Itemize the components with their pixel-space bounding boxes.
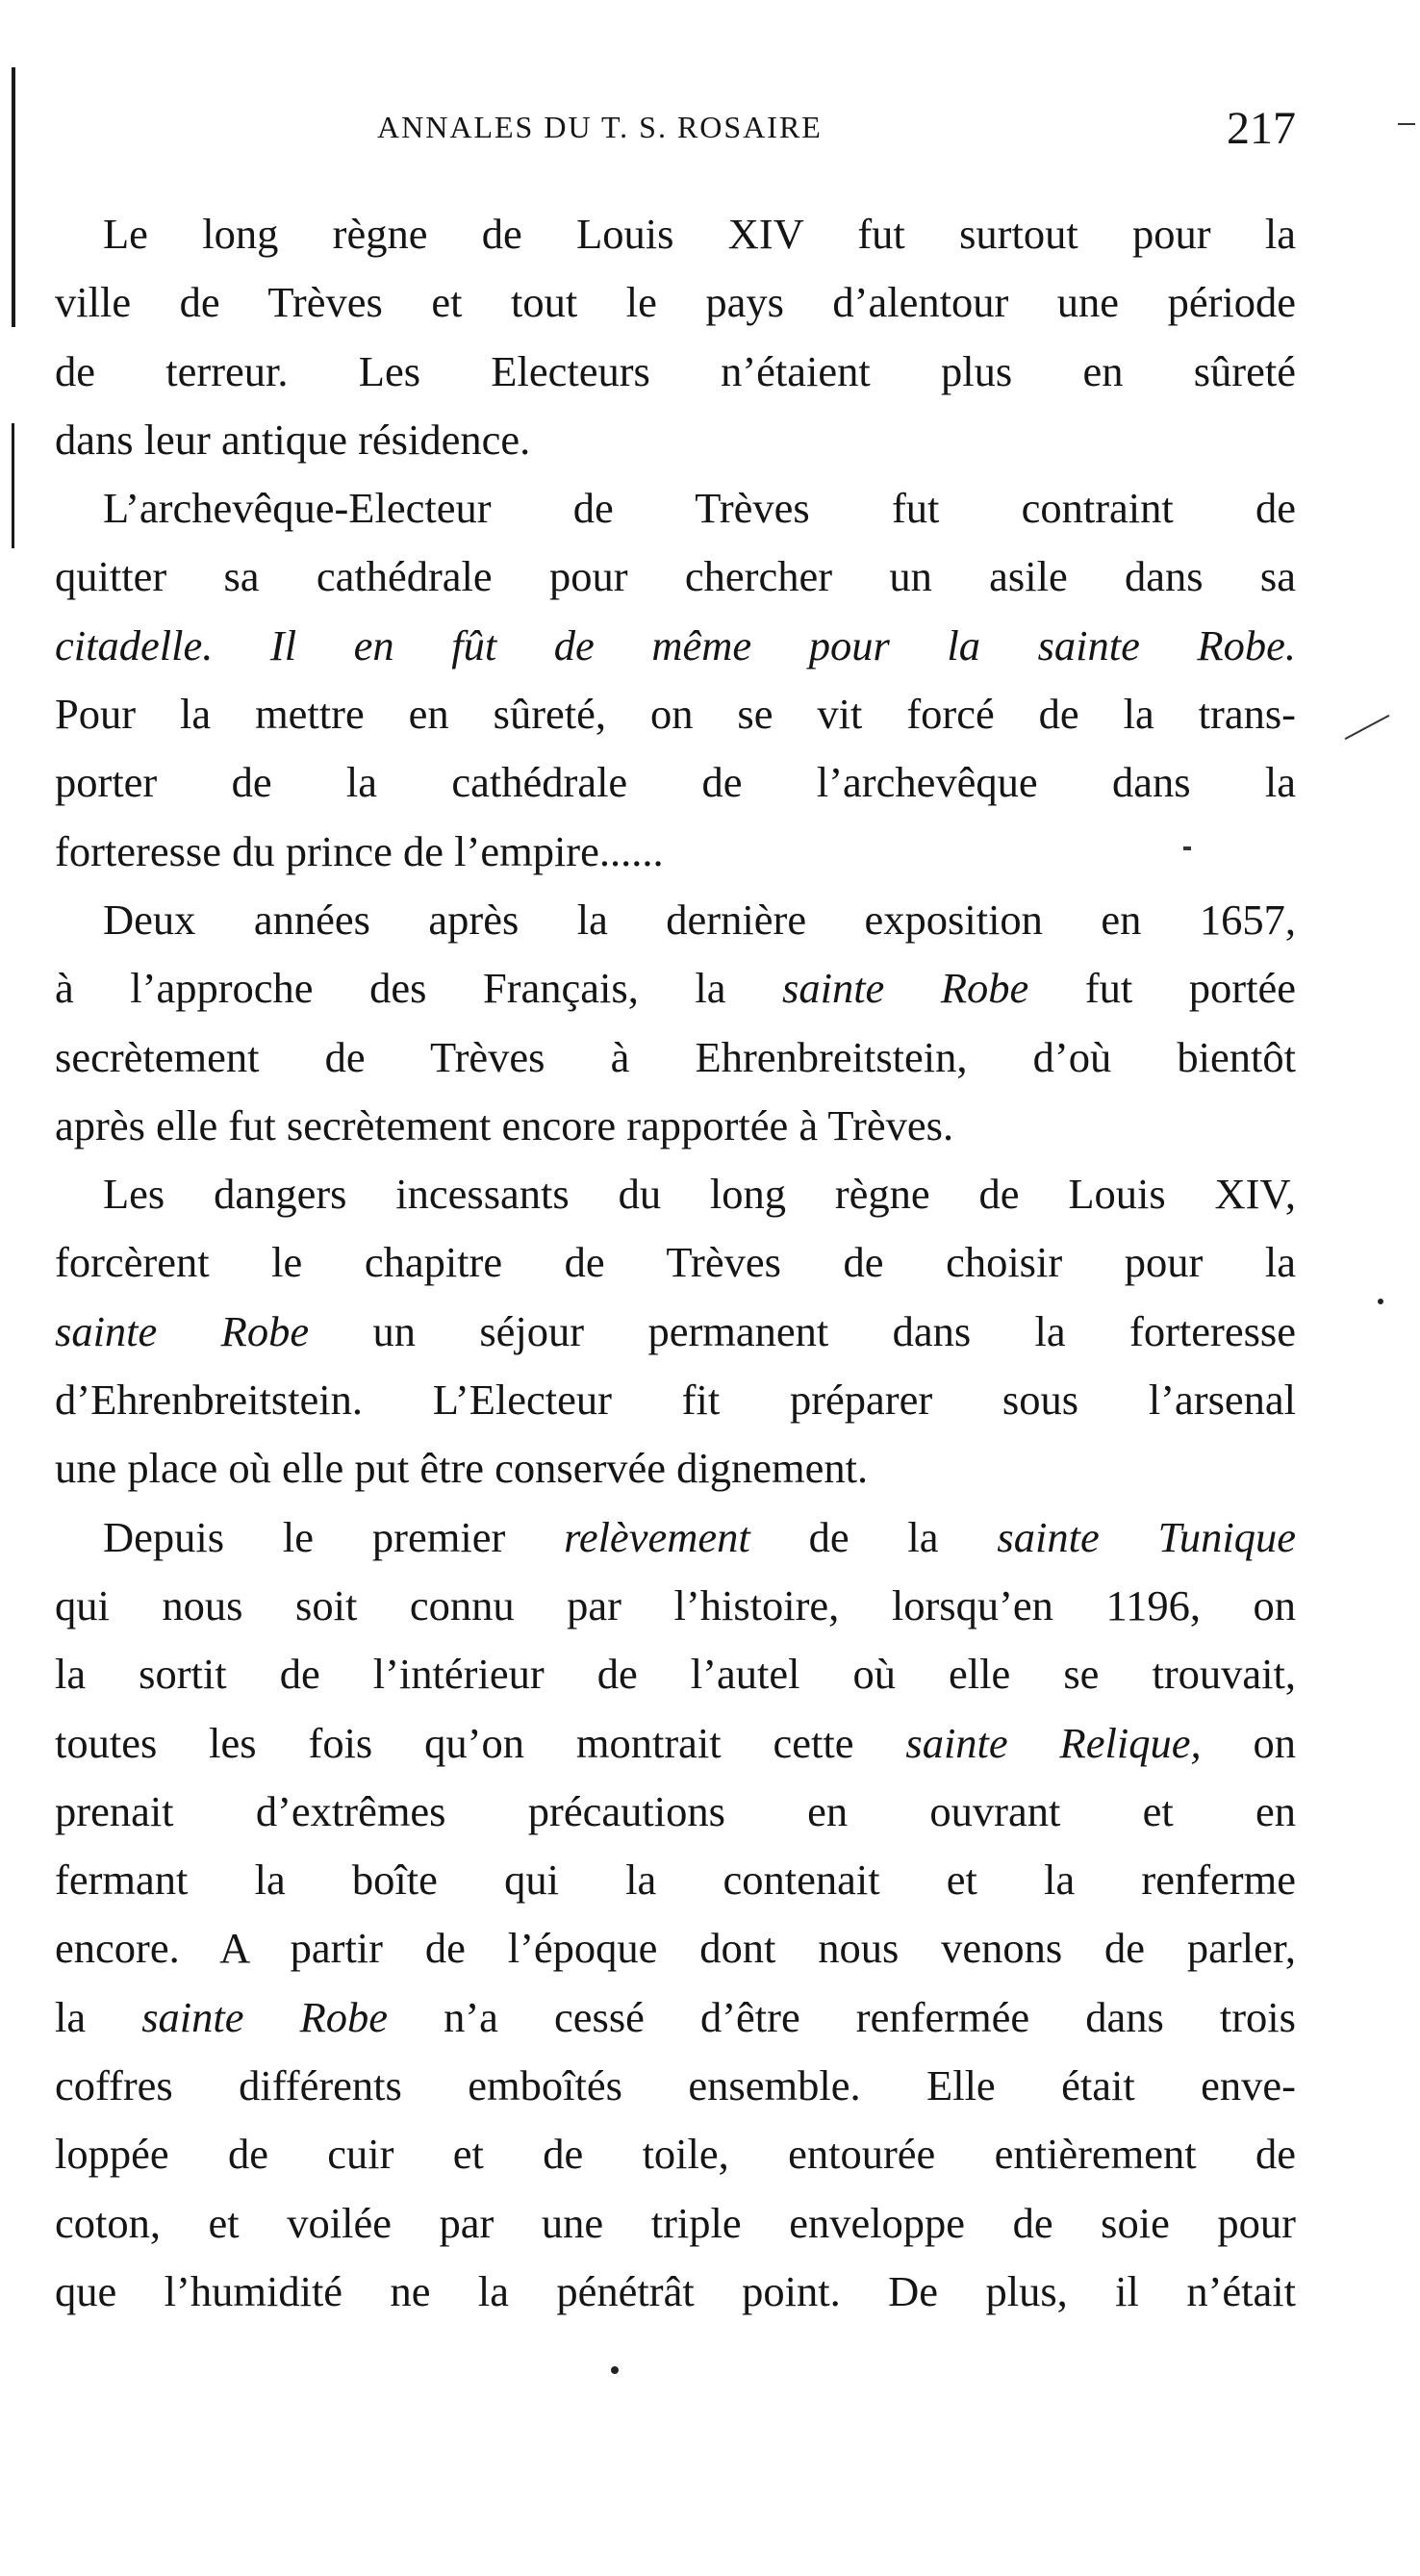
text-line (55, 474, 1296, 543)
text-line (55, 1572, 1296, 1640)
italic-text-run: sainte Robe (141, 1992, 389, 2041)
text-run: encore. A partir de l’époque dont nous venons de parler, (55, 1924, 1296, 1973)
running-head: ANNALES DU T. S. ROSAIRE (377, 110, 823, 144)
text-line (55, 406, 1296, 474)
text-run: Les dangers incessants du long règne de Louis XIV, (103, 1170, 1296, 1219)
text-line (55, 1983, 1296, 2052)
text-run: à l’approche des Français, la (55, 964, 783, 1013)
text-run: loppée de cuir et de toile, entourée entièrement de (55, 2130, 1296, 2179)
text-line (55, 543, 1296, 611)
text-line (55, 680, 1296, 748)
text-run: de terreur. Les Electeurs n’étaient plus en sûreté (55, 346, 1296, 395)
text-line (55, 2052, 1296, 2120)
text-run: une place où elle put être conservée dignement. (55, 1444, 869, 1493)
italic-text-run: sainte Tunique (997, 1512, 1296, 1561)
text-run: secrètement de Trèves à Ehrenbreitstein, d’où bientôt (55, 1032, 1296, 1081)
text-run: porter de la cathédrale de l’archevêque dans la (55, 758, 1296, 807)
text-run: fermant la boîte qui la contenait et la renferme (55, 1856, 1296, 1905)
italic-text-run: sainte Relique, (905, 1718, 1202, 1767)
binding-edge-mark (12, 67, 15, 327)
text-run: coton, et voilée par une triple enveloppe de soie pour (55, 2198, 1296, 2247)
binding-edge-mark-lower (12, 423, 14, 548)
text-run: ville de Trèves et tout le pays d’alentour une période (55, 278, 1296, 327)
text-line (55, 818, 1296, 886)
text-line (55, 1914, 1296, 1983)
text-line (55, 1640, 1296, 1708)
text-line (55, 1298, 1296, 1366)
text-line (55, 1092, 1296, 1160)
text-line (55, 1846, 1296, 1914)
text-run: qui nous soit connu par l’histoire, lorsqu’en 1196, on (55, 1580, 1296, 1629)
text-run: Deux années après la dernière exposition en 1657, (103, 895, 1296, 944)
text-line (55, 1503, 1296, 1572)
text-run: un séjour permanent dans la forteresse (309, 1306, 1296, 1355)
text-line (55, 338, 1296, 406)
text-run: fut portée (1028, 964, 1296, 1013)
text-line (55, 748, 1296, 817)
text-line (55, 1228, 1296, 1297)
text-run: coffres différents emboîtés ensemble. Elle était enve- (55, 2061, 1296, 2110)
text-line (55, 2189, 1296, 2258)
text-run: quitter sa cathédrale pour chercher un asile dans sa (55, 552, 1296, 601)
body-text (55, 200, 1296, 2326)
italic-text-run: sainte Robe (55, 1306, 310, 1355)
text-line (55, 200, 1296, 268)
text-line (55, 1160, 1296, 1228)
text-run: après elle fut secrètement encore rapportée à Trèves. (55, 1100, 954, 1149)
margin-dash (1398, 123, 1415, 125)
text-run: dans leur antique résidence. (55, 415, 531, 464)
text-run: de la (749, 1512, 998, 1561)
text-run: que l’humidité ne la pénétrât point. De plus, il n’était (55, 2266, 1296, 2315)
italic-text-run: relèvement (564, 1512, 750, 1561)
text-run: Depuis le premier (103, 1512, 565, 1561)
text-line (55, 2120, 1296, 2188)
italic-text-run: sainte Robe. (1037, 620, 1296, 669)
text-line (55, 2258, 1296, 2326)
text-run: Le long règne de Louis XIV fut surtout pour la (103, 210, 1296, 258)
ink-speck (1378, 1299, 1383, 1304)
text-run: forcèrent le chapitre de Trèves de choisir pour la (55, 1238, 1296, 1287)
text-line (55, 1434, 1296, 1503)
text-line (55, 1366, 1296, 1434)
text-run: d’Ehrenbreitstein. L’Electeur fit préparer sous l’arsenal (55, 1376, 1296, 1425)
italic-text-run: Il en fût de même pour la (213, 620, 1038, 669)
text-line (55, 268, 1296, 337)
text-line (55, 886, 1296, 954)
ink-speck (611, 2366, 619, 2374)
italic-text-run: citadelle. (55, 620, 214, 669)
text-run: on (1201, 1718, 1296, 1767)
text-run: Pour la mettre en sûreté, on se vit forcé de la trans- (55, 690, 1296, 739)
text-run: la (55, 1992, 142, 2041)
margin-stroke (1345, 715, 1390, 740)
text-run: prenait d’extrêmes précautions en ouvrant et en (55, 1786, 1296, 1835)
text-line (55, 954, 1296, 1023)
text-line (55, 1709, 1296, 1778)
text-line (55, 1778, 1296, 1846)
text-run: L’archevêque-Electeur de Trèves fut contraint de (103, 484, 1296, 533)
page-number: 217 (1227, 103, 1296, 154)
italic-text-run: sainte Robe (782, 964, 1029, 1013)
text-run: forteresse du prince de l’empire...... (55, 826, 664, 875)
text-line (55, 612, 1296, 680)
text-run: la sortit de l’intérieur de l’autel où elle se trouvait, (55, 1650, 1296, 1699)
text-run: n’a cessé d’être renfermée dans trois (388, 1992, 1296, 2041)
text-line (55, 1023, 1296, 1092)
text-run: toutes les fois qu’on montrait cette (55, 1718, 906, 1767)
page-header (55, 102, 1296, 160)
